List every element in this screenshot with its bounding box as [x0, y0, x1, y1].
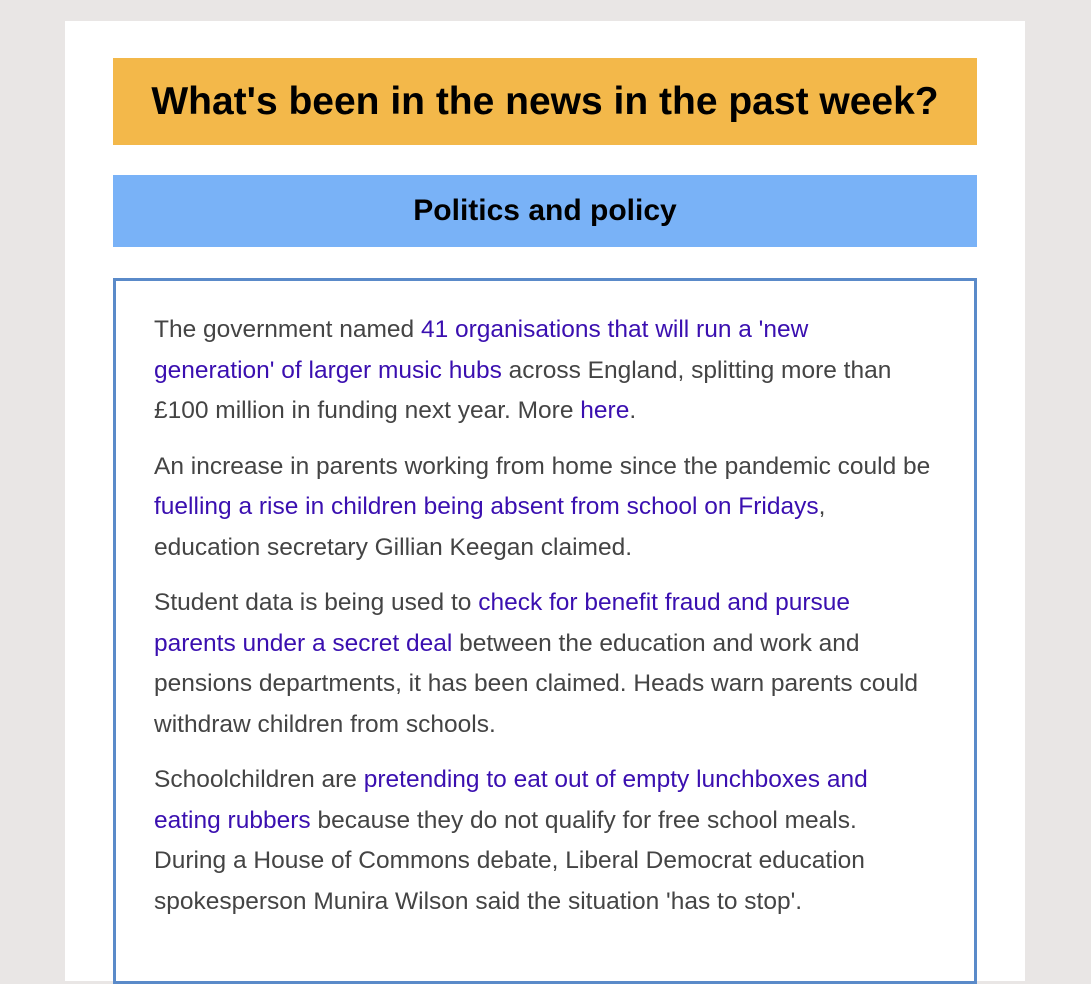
music-hubs-link[interactable]: 41 organisations that will run a 'new generation' of larger music hubs: [154, 316, 809, 384]
news-item: [154, 447, 934, 569]
lunchboxes-link[interactable]: pretending to eat out of empty lunchboxes and eating rubbers: [154, 766, 868, 834]
text: because they do not qualify for free school meals. During a House of Commons debate, Liberal Democrat education spokesperson Munira Wilson said the situation 'has to stop'.: [154, 806, 865, 915]
text: An increase in parents working from home since the pandemic could be: [154, 452, 931, 480]
section-heading: Politics and policy: [113, 175, 977, 247]
more-here-link[interactable]: here: [580, 397, 630, 424]
text: The government named: [154, 316, 421, 343]
absence-link[interactable]: fuelling a rise in children being absent from school on Fridays: [154, 493, 819, 520]
benefit-fraud-link[interactable]: check for benefit fraud and pursue parents under a secret deal: [154, 589, 851, 657]
news-item: [154, 583, 934, 745]
news-box: [113, 278, 977, 984]
text: across England, splitting more than £100 million in funding next year. More: [154, 356, 892, 424]
text: Student data is being used to: [154, 589, 479, 616]
news-item: [154, 310, 934, 432]
newsletter-page: [65, 21, 1025, 981]
text: .: [629, 397, 637, 424]
text: between the education and work and pensions departments, it has been claimed. Heads warn parents could withdraw children from schools.: [154, 629, 919, 738]
news-item: [154, 760, 934, 922]
text: Schoolchildren are: [154, 766, 364, 793]
text: , education secretary Gillian Keegan claimed.: [154, 493, 826, 561]
page-title: What's been in the news in the past week?: [113, 58, 977, 145]
